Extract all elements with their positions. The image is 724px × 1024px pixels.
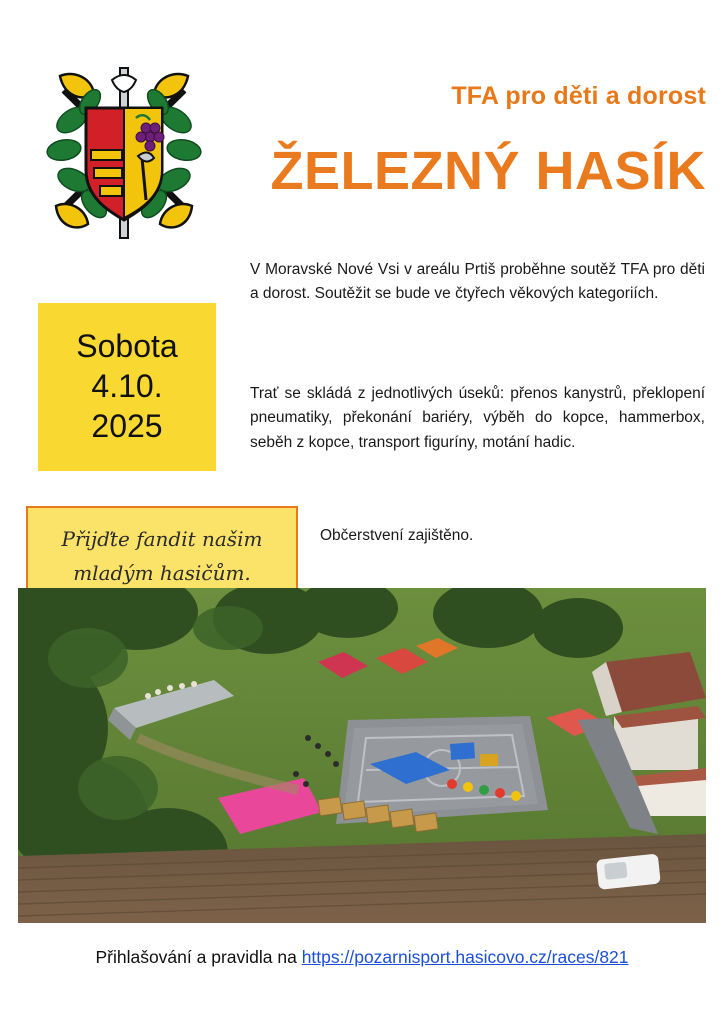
fire-brigade-crest-logo	[34, 58, 214, 248]
callout-line-2: mladým hasičům.	[73, 561, 251, 585]
poster-subtitle: TFA pro děti a dorost	[451, 82, 706, 110]
venue-aerial-photo	[18, 588, 706, 923]
registration-link[interactable]: https://pozarnisport.hasicovo.cz/races/821	[301, 947, 629, 967]
paragraph-refreshments: Občerstvení zajištěno.	[320, 527, 474, 544]
footer-text: Přihlašování a pravidla na	[95, 947, 302, 967]
callout-line-1: Přijďte fandit našim	[61, 527, 263, 551]
event-date-box	[38, 303, 216, 471]
paragraph-intro: V Moravské Nové Vsi v areálu Prtiš proběhne soutěž TFA pro děti a dorost. Soutěžit se bude ve čtyřech věkových kategoriích.	[250, 261, 705, 303]
paragraph-track-description: Trať se skládá z jednotlivých úseků: přenos kanystrů, překlopení pneumatiky, překonání bariéry, výběh do kopce, hammerbox, seběh z kopce, transport figuríny, motání hadic.	[250, 385, 705, 451]
event-date-line-1: Sobota	[76, 328, 178, 365]
event-date-line-3: 2025	[91, 407, 163, 444]
footer-registration	[0, 947, 724, 968]
event-date-line-2: 4.10.	[91, 368, 163, 405]
poster-title: ŽELEZNÝ HASÍK	[270, 141, 706, 201]
